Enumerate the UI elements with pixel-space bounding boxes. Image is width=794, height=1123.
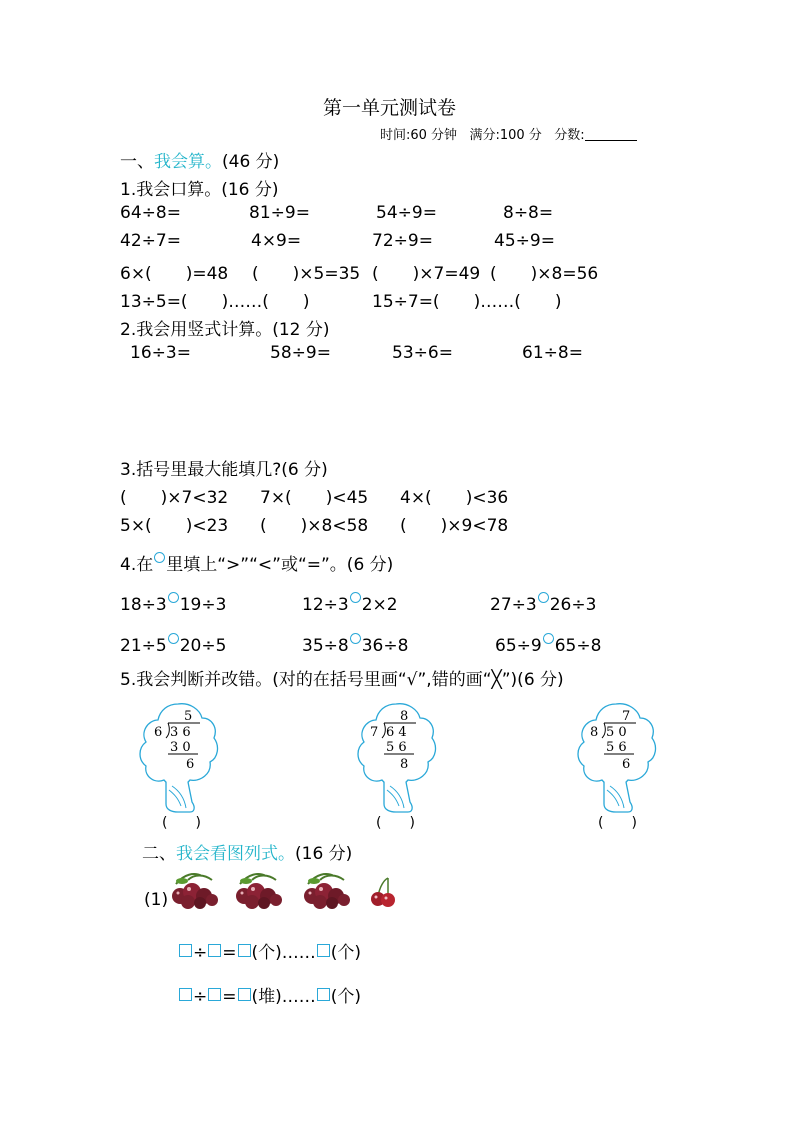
q4-compare: 18÷3 19÷3	[120, 592, 226, 615]
answer-paren[interactable]: ( )	[376, 815, 415, 831]
section2-points: (16 分)	[295, 844, 353, 864]
tree-dividend: 5 0	[606, 725, 627, 740]
q1-title: 1.我会口算。(16 分)	[120, 180, 279, 200]
equation-row-1: ÷ = (个)…… (个)	[178, 938, 361, 963]
q5-title: 5.我会判断并改错。(对的在括号里画“√”,错的画“╳”)(6 分)	[120, 670, 564, 690]
q3-item: 5×( )<23	[120, 516, 229, 536]
q3-item: 7×( )<45	[260, 488, 369, 508]
compare-circle-icon	[154, 552, 165, 563]
q4-compare: 27÷3 26÷3	[490, 592, 596, 615]
compare-circle[interactable]	[538, 592, 549, 603]
tree-icon	[136, 698, 220, 818]
q4-compare: 35÷8 36÷8	[302, 633, 408, 656]
q1-item: 42÷7=	[120, 231, 181, 251]
tree-divisor: 8	[590, 725, 599, 740]
q2-item: 53÷6=	[392, 343, 453, 363]
compare-circle[interactable]	[543, 633, 554, 644]
score-blank[interactable]	[585, 127, 637, 141]
q2-title: 2.我会用竖式计算。(12 分)	[120, 320, 330, 340]
q1-item: 15÷7=( )……( )	[372, 292, 562, 312]
section1-prefix: 一、	[120, 152, 154, 172]
answer-box[interactable]	[208, 944, 221, 957]
tree-product: 3 0	[170, 740, 191, 755]
q1-item: 64÷8=	[120, 203, 181, 223]
compare-circle[interactable]	[350, 633, 361, 644]
section2-title: 我会看图列式。	[176, 844, 295, 864]
tree-product: 5 6	[386, 740, 407, 755]
q1-item: 72÷9=	[372, 231, 433, 251]
q1-item: 13÷5=( )……( )	[120, 292, 310, 312]
q4-title: 4.在 里填上“>”“<”或“=”。(6 分)	[120, 550, 393, 575]
exam-meta	[380, 124, 637, 143]
compare-circle[interactable]	[168, 633, 179, 644]
answer-paren[interactable]: ( )	[162, 815, 201, 831]
q1-item: ( )×7=49	[372, 264, 481, 284]
q3-item: 4×( )<36	[400, 488, 509, 508]
answer-box[interactable]	[317, 988, 330, 1001]
answer-box[interactable]	[317, 944, 330, 957]
tree-remainder: 6	[622, 757, 631, 772]
answer-paren[interactable]: ( )	[598, 815, 637, 831]
compare-circle[interactable]	[350, 592, 361, 603]
tree-divisor: 6	[154, 725, 163, 740]
exam-time: 时间:60 分钟	[380, 128, 458, 143]
q4-compare: 21÷5 20÷5	[120, 633, 226, 656]
section2-prefix: 二、	[142, 844, 176, 864]
section2-heading	[142, 839, 352, 864]
answer-box[interactable]	[179, 988, 192, 1001]
q1-item: 8÷8=	[503, 203, 554, 223]
q3-item: ( )×8<58	[260, 516, 369, 536]
cherry-pile-icon	[300, 870, 352, 910]
tree-icon	[574, 698, 658, 818]
tree-remainder: 6	[186, 757, 195, 772]
equation-row-2: ÷ = (堆)…… (个)	[178, 982, 361, 1007]
answer-box[interactable]	[208, 988, 221, 1001]
q3-title: 3.括号里最大能填几?(6 分)	[120, 460, 328, 480]
tree-product: 5 6	[606, 740, 627, 755]
tree-quotient: 5	[184, 709, 193, 724]
q3-item: ( )×9<78	[400, 516, 509, 536]
q1-item: 45÷9=	[494, 231, 555, 251]
q1-item: 4×9=	[251, 231, 302, 251]
answer-box[interactable]	[238, 988, 251, 1001]
q1-label: (1)	[144, 890, 169, 910]
section1-points: (46 分)	[222, 152, 280, 172]
q1-item: 81÷9=	[249, 203, 310, 223]
page-title: 第一单元测试卷	[323, 97, 457, 119]
exam-full-score: 满分:100 分	[469, 128, 542, 143]
compare-circle[interactable]	[168, 592, 179, 603]
q1-item: 6×( )=48	[120, 264, 229, 284]
q2-item: 16÷3=	[130, 343, 191, 363]
q4-compare: 12÷3 2×2	[302, 592, 398, 615]
score-label: 分数:	[554, 128, 585, 143]
tree-quotient: 7	[622, 709, 631, 724]
section1-heading	[120, 147, 279, 172]
q1-item: 54÷9=	[376, 203, 437, 223]
answer-box[interactable]	[238, 944, 251, 957]
tree-divisor: 7	[370, 725, 379, 740]
answer-box[interactable]	[179, 944, 192, 957]
tree-remainder: 8	[400, 757, 409, 772]
tree-icon	[354, 698, 438, 818]
q3-item: ( )×7<32	[120, 488, 229, 508]
q1-item: ( )×5=35	[252, 264, 361, 284]
tree-quotient: 8	[400, 709, 409, 724]
cherry-pile-icon	[232, 870, 284, 910]
tree-dividend: 3 6	[170, 725, 191, 740]
q2-item: 58÷9=	[270, 343, 331, 363]
cherry-pair-icon	[368, 876, 398, 908]
section1-title: 我会算。	[154, 152, 222, 172]
q1-item: ( )×8=56	[490, 264, 599, 284]
cherry-pile-icon	[168, 870, 220, 910]
q4-compare: 65÷9 65÷8	[495, 633, 601, 656]
q2-item: 61÷8=	[522, 343, 583, 363]
tree-dividend: 6 4	[386, 725, 407, 740]
